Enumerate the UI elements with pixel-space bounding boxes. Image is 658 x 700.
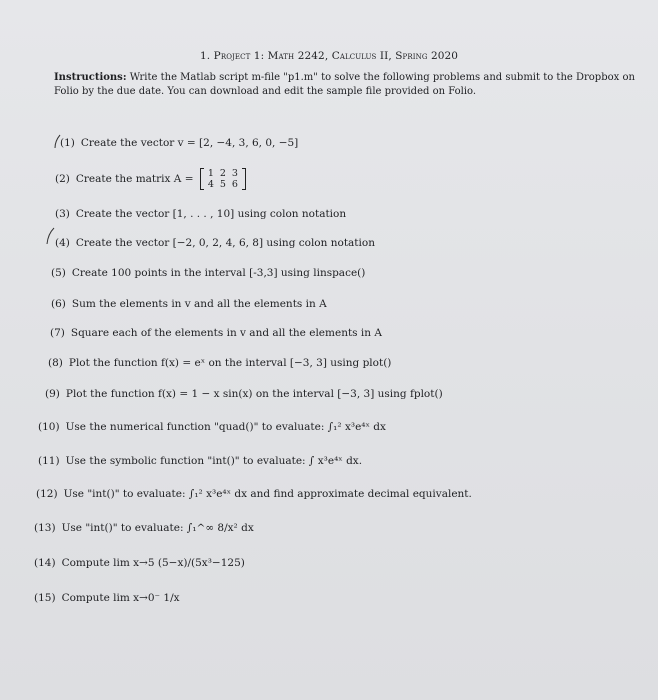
problem-item-8 (48, 357, 391, 369)
item-text: Sum the elements in v and all the elements in A (71, 298, 327, 310)
problem-item-10 (38, 421, 386, 433)
item-number: (2) (55, 173, 70, 185)
problem-item-12 (36, 488, 472, 500)
problem-item-3 (55, 208, 346, 220)
item-text: Plot the function f(x) = eˣ on the interval [−3, 3] using plot() (68, 357, 392, 369)
item-number: (6) (51, 298, 66, 310)
instructions-text: Write the Matlab script m-file "p1.m" to solve the following problems and submit to the Dropbox on Folio by the due date. You can download and edit the sample file provided on Folio. (54, 72, 635, 97)
problem-item-1 (60, 137, 298, 149)
problem-item-7 (50, 327, 382, 339)
problem-item-11 (38, 455, 362, 467)
item-text: Use the symbolic function "int()" to evaluate: ∫ x³e⁴ˣ dx. (65, 455, 363, 467)
matrix-a (200, 168, 246, 190)
item-text: Create the vector v = [2, −4, 3, 6, 0, −5] (80, 137, 299, 149)
pen-mark-icon (52, 133, 64, 151)
item-text: Use "int()" to evaluate: ∫₁² x³e⁴ˣ dx and find approximate decimal equivalent. (63, 488, 472, 500)
item-number: (15) (34, 592, 56, 604)
problem-item-5 (51, 267, 365, 279)
item-number: (13) (34, 522, 56, 534)
problem-item-9 (45, 388, 443, 400)
matrix-row: 4 5 6 (207, 179, 238, 190)
item-number: (9) (45, 388, 60, 400)
item-text: Plot the function f(x) = 1 − x sin(x) on the interval [−3, 3] using fplot() (65, 388, 443, 400)
item-number: (14) (34, 557, 56, 569)
item-text: Compute lim x→0⁻ 1/x (61, 592, 180, 604)
item-text: Use the numerical function "quad()" to evaluate: ∫₁² x³e⁴ˣ dx (65, 421, 386, 433)
problem-item-4 (55, 237, 375, 249)
item-number: (10) (38, 421, 60, 433)
item-number: (3) (55, 208, 70, 220)
instructions-paragraph (54, 71, 654, 99)
title-text: 1. Project 1: Math 2242, Calculus II, Spring 2020 (200, 50, 459, 62)
instructions-label: Instructions: (54, 72, 127, 83)
problem-item-15 (34, 592, 180, 604)
item-text: Compute lim x→5 (5−x)/(5x³−125) (61, 557, 245, 569)
item-number: (4) (55, 237, 70, 249)
item-text: Square each of the elements in v and all the elements in A (70, 327, 382, 339)
problem-item-6 (51, 298, 327, 310)
page-title (200, 50, 458, 62)
item-text: Create the vector [1, . . . , 10] using colon notation (75, 208, 347, 220)
item-number: (7) (50, 327, 65, 339)
matrix-row: 1 2 3 (207, 168, 238, 179)
problem-item-2 (55, 168, 246, 190)
pen-mark-icon (44, 226, 58, 248)
item-number: (11) (38, 455, 60, 467)
item-text: Create 100 points in the interval [-3,3] using linspace() (71, 267, 366, 279)
item-text: Create the matrix A = (75, 173, 194, 185)
problem-item-14 (34, 557, 245, 569)
item-number: (5) (51, 267, 66, 279)
item-number: (12) (36, 488, 58, 500)
item-text: Create the vector [−2, 0, 2, 4, 6, 8] using colon notation (75, 237, 375, 249)
problem-item-13 (34, 522, 254, 534)
item-number: (1) (60, 137, 75, 149)
item-text: Use "int()" to evaluate: ∫₁^∞ 8/x² dx (61, 522, 254, 534)
item-number: (8) (48, 357, 63, 369)
